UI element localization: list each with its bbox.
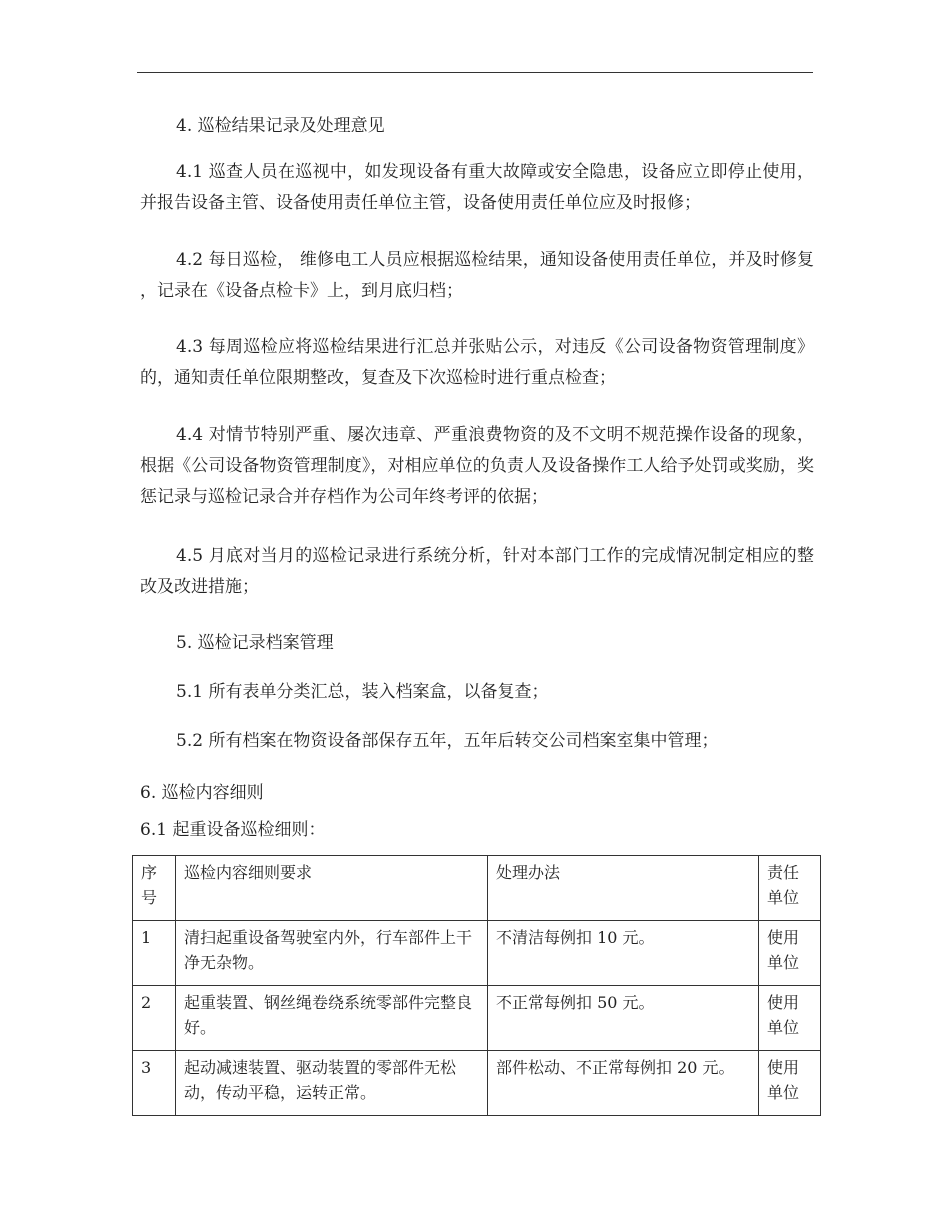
section-6-1-title: 6.1 起重设备巡检细则： — [140, 820, 326, 840]
row-content: 起动减速装置、驱动装置的零部件无松动，传动平稳，运转正常。 — [176, 1051, 488, 1116]
section-4-title: 4. 巡检结果记录及处理意见 — [176, 116, 385, 136]
section-5-title: 5. 巡检记录档案管理 — [176, 633, 334, 653]
row-method: 不清洁每例扣 10 元。 — [488, 921, 759, 986]
row-index: 2 — [133, 986, 176, 1051]
row-method: 部件松动、不正常每例扣 20 元。 — [488, 1051, 759, 1116]
table-row — [133, 921, 821, 986]
header-method: 处理办法 — [488, 856, 759, 921]
paragraph-4-5: 4.5 月底对当月的巡检记录进行系统分析，针对本部门工作的完成情况制定相应的整改及改进措施； — [140, 546, 814, 597]
header-rule — [137, 72, 813, 73]
table-header-row — [133, 856, 821, 921]
row-content: 清扫起重设备驾驶室内外，行车部件上干净无杂物。 — [176, 921, 488, 986]
header-index: 序号 — [133, 856, 176, 921]
row-content: 起重装置、钢丝绳卷绕系统零部件完整良好。 — [176, 986, 488, 1051]
paragraph-4-3: 4.3 每周巡检应将巡检结果进行汇总并张贴公示，对违反《公司设备物资管理制度》的，通知责任单位限期整改，复查及下次巡检时进行重点检查； — [140, 337, 814, 388]
row-unit: 使用单位 — [759, 986, 821, 1051]
table-row — [133, 1051, 821, 1116]
row-index: 3 — [133, 1051, 176, 1116]
paragraph-4-2: 4.2 每日巡检， 维修电工人员应根据巡检结果，通知设备使用责任单位，并及时修复 ，记录在《设备点检卡》上，到月底归档； — [140, 250, 814, 301]
row-method: 不正常每例扣 50 元。 — [488, 986, 759, 1051]
crane-inspection-table — [132, 855, 821, 1116]
paragraph-4-1: 4.1 巡查人员在巡视中，如发现设备有重大故障或安全隐患，设备应立即停止使用，并报告设备主管、设备使用责任单位主管，设备使用责任单位应及时报修； — [140, 162, 814, 213]
paragraph-5-2: 5.2 所有档案在物资设备部保存五年，五年后转交公司档案室集中管理； — [176, 731, 719, 751]
section-6-title: 6. 巡检内容细则 — [140, 783, 264, 803]
row-unit: 使用单位 — [759, 1051, 821, 1116]
row-index: 1 — [133, 921, 176, 986]
paragraph-4-4: 4.4 对情节特别严重、屡次违章、严重浪费物资的及不文明不规范操作设备的现象，根据《公司设备物资管理制度》，对相应单位的负责人及设备操作工人给予处罚或奖励，奖惩记录与巡检记录合并存档作为公司年终考评的依据； — [140, 425, 814, 507]
header-content: 巡检内容细则要求 — [176, 856, 488, 921]
header-unit: 责任单位 — [759, 856, 821, 921]
table-row — [133, 986, 821, 1051]
row-unit: 使用单位 — [759, 921, 821, 986]
paragraph-5-1: 5.1 所有表单分类汇总，装入档案盒，以备复查； — [176, 682, 549, 702]
